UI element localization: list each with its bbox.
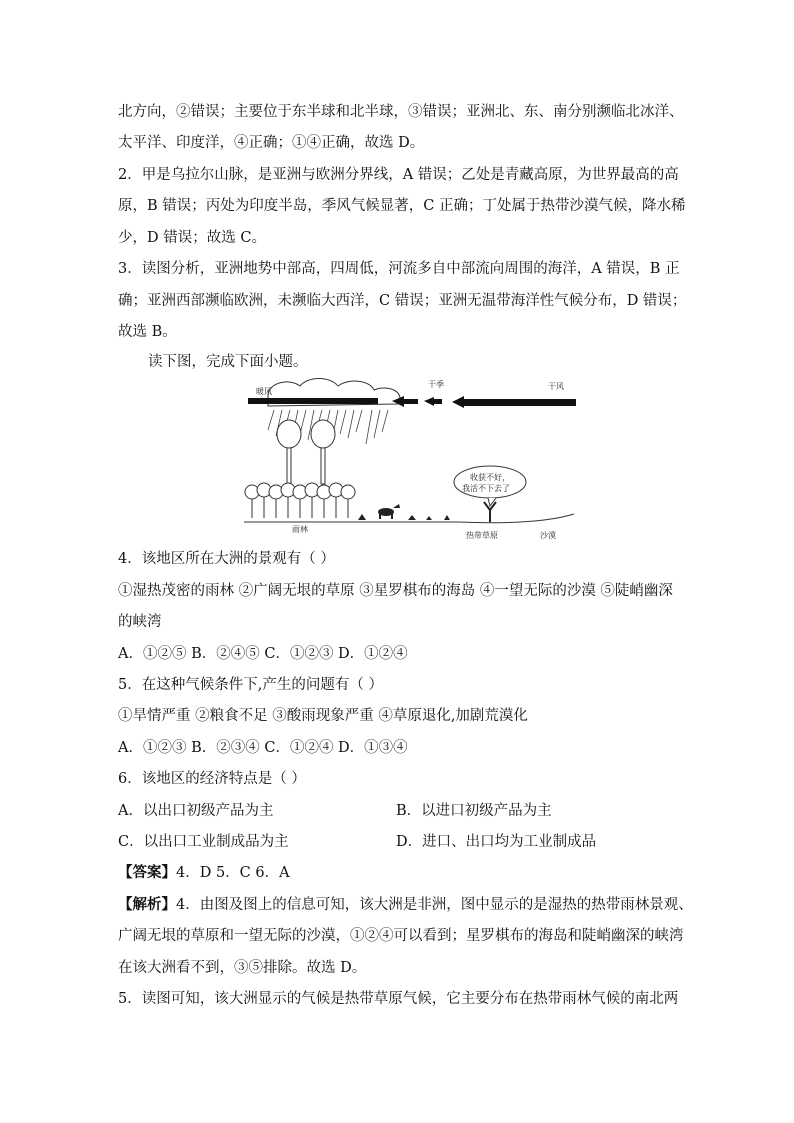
question-5: 5．在这种气候条件下,产生的问题有（ ） [118, 677, 383, 693]
warm-wind-bar [248, 398, 378, 404]
question-4-options: ①湿热茂密的雨林 ②广阔无垠的草原 ③星罗棋布的海岛 ④一望无际的沙漠 ⑤陡峭幽深 [118, 583, 673, 599]
text-line: 原，B 错误；丙处为印度半岛，季风气候显著，C 正确；丁处属于热带沙漠气候，降水稀 [118, 198, 686, 214]
dry-wind-arrow [452, 396, 576, 408]
question-4-choices: A．①②⑤ B．②④⑤ C．①②③ D．①②④ [118, 646, 408, 662]
text-line: 确；亚洲西部濒临欧洲，未濒临大西洋，C 错误；亚洲无温带海洋性气候分布，D 错误； [118, 293, 687, 309]
text-line: 3．读图分析，亚洲地势中部高，四周低，河流多自中部流向周围的海洋，A 错误，B 正 [118, 261, 680, 277]
tall-trees [277, 420, 335, 484]
text-line: 5．读图可知，该大洲显示的气候是热带草原气候，它主要分布在热带雨林气候的南北两 [118, 991, 679, 1007]
text-line: 少，D 错误；故选 C。 [118, 230, 266, 246]
text-line: 太平洋、印度洋，④正确；①④正确，故选 D。 [118, 135, 425, 151]
speech-bubble [454, 466, 526, 498]
figure-intro: 读下图，完成下面小题。 [148, 354, 308, 370]
desert-label: 沙漠 [540, 531, 556, 540]
answer-label: 【答案】 [118, 864, 176, 881]
question-6-option-a: A．以出口初级产品为主 [118, 803, 274, 819]
climate-illustration [238, 374, 578, 542]
dry-season-label: 干季 [428, 380, 444, 389]
savanna-animals [358, 504, 450, 520]
answer-line [118, 863, 678, 883]
question-6: 6．该地区的经济特点是（ ） [118, 771, 306, 787]
question-4-options-cont: 的峡湾 [118, 614, 162, 630]
dry-wind-label: 干风 [548, 382, 564, 391]
speech-text-1: 收获不好， [470, 473, 510, 482]
question-6-option-d: D．进口、出口均为工业制成品 [396, 834, 597, 850]
speech-text-2: 我活不下去了 [462, 484, 510, 493]
savanna-label: 热带草原 [466, 531, 498, 540]
warm-wind-label: 暖风 [256, 387, 272, 396]
question-6-option-b: B．以进口初级产品为主 [396, 803, 552, 819]
arrow-icon [424, 397, 442, 406]
rainforest-canopy [245, 483, 355, 518]
answer-text: 4．D 5．C 6．A [176, 865, 290, 881]
rainforest-label: 雨林 [292, 525, 308, 534]
text-line: 2．甲是乌拉尔山脉，是亚洲与欧洲分界线，A 错误；乙处是青藏高原，为世界最高的高 [118, 167, 679, 183]
analysis-text: 4．由图及图上的信息可知，该大洲是非洲，图中显示的是湿热的热带雨林景观、 [176, 897, 693, 913]
text-line: 广阔无垠的草原和一望无际的沙漠，①②④可以看到；星罗棋布的海岛和陡峭幽深的峡湾 [118, 928, 684, 944]
question-5-options: ①旱情严重 ②粮食不足 ③酸雨现象严重 ④草原退化,加剧荒漠化 [118, 708, 528, 724]
text-line: 在该大洲看不到，③⑤排除。故选 D。 [118, 960, 367, 976]
analysis-line [118, 895, 693, 915]
question-6-option-c: C．以出口工业制成品为主 [118, 834, 289, 850]
climate-figure [238, 374, 578, 542]
text-line: 北方向，②错误；主要位于东半球和北半球，③错误；亚洲北、东、南分别濒临北冰洋、 [118, 104, 684, 120]
analysis-label: 【解析】 [118, 896, 176, 913]
text-line: 故选 B。 [118, 324, 177, 340]
question-5-choices: A．①②③ B．②③④ C．①②④ D．①③④ [118, 740, 408, 756]
ground-line [244, 514, 574, 523]
question-4: 4．该地区所在大洲的景观有（ ） [118, 551, 335, 567]
